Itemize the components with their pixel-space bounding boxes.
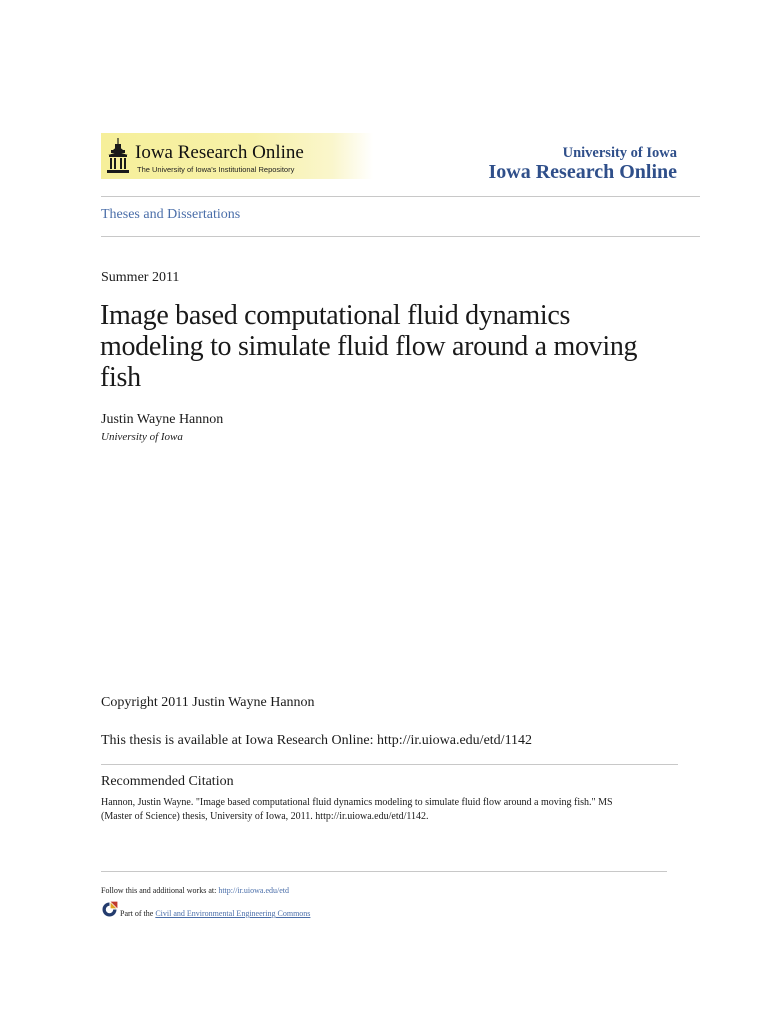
old-capitol-icon xyxy=(105,137,131,175)
divider xyxy=(101,764,678,765)
part-of-prefix: Part of the xyxy=(120,909,156,918)
divider xyxy=(101,871,667,872)
repository-logo[interactable] xyxy=(101,133,373,179)
thesis-url[interactable]: http://ir.uiowa.edu/etd/1142 xyxy=(377,733,533,748)
series-link[interactable]: Theses and Dissertations xyxy=(101,207,241,222)
divider xyxy=(101,196,700,197)
availability-prefix: This thesis is available at Iowa Research Online: xyxy=(101,733,378,748)
logo-title: Iowa Research Online xyxy=(135,142,304,163)
commons-icon xyxy=(101,901,118,918)
logo-subtitle: The University of Iowa's Institutional Repository xyxy=(137,165,295,174)
publication-date: Summer 2011 xyxy=(101,270,180,285)
repository-name[interactable]: Iowa Research Online xyxy=(488,161,677,183)
author-name: Justin Wayne Hannon xyxy=(101,412,224,427)
citation-heading: Recommended Citation xyxy=(101,774,234,789)
follow-line xyxy=(101,886,289,895)
follow-prefix: Follow this and additional works at: xyxy=(101,886,219,895)
follow-link[interactable]: http://ir.uiowa.edu/etd xyxy=(218,886,289,895)
author-affiliation: University of Iowa xyxy=(101,431,183,443)
copyright-notice: Copyright 2011 Justin Wayne Hannon xyxy=(101,695,315,710)
availability-statement xyxy=(101,733,532,749)
university-name[interactable]: University of Iowa xyxy=(562,145,677,161)
commons-link[interactable]: Civil and Environmental Engineering Commons xyxy=(155,909,311,918)
citation-text: Hannon, Justin Wayne. "Image based computational fluid dynamics modeling to simulate fluid flow around a moving fish." MS (Master of Science) thesis, University of Iowa, 2011. http://ir.uiowa.edu/etd/1142. xyxy=(101,797,613,822)
thesis-title: Image based computational fluid dynamics modeling to simulate fluid flow around a moving fish xyxy=(100,300,638,393)
divider xyxy=(101,236,700,237)
part-of-line xyxy=(120,909,310,918)
